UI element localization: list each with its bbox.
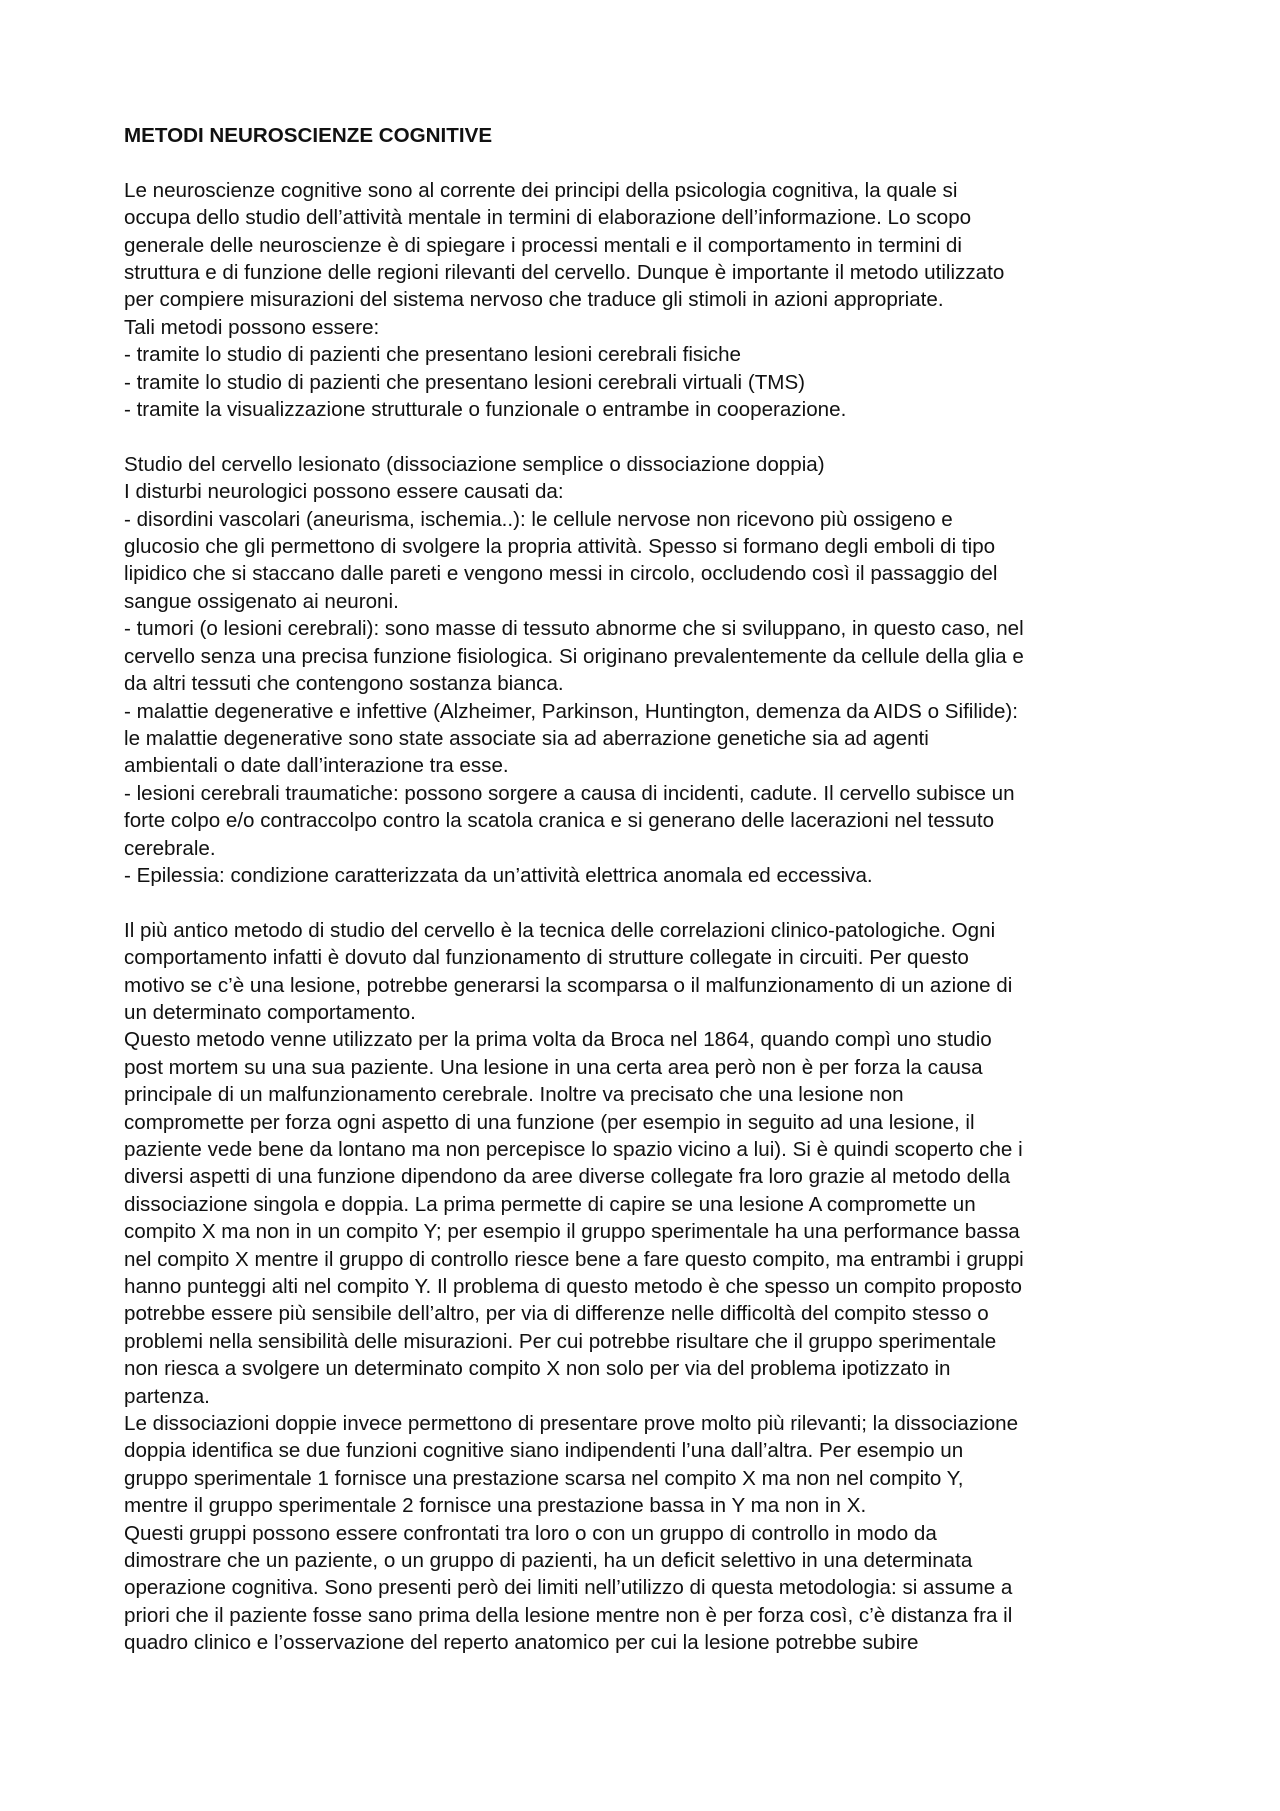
text-line: paziente vede bene da lontano ma non percepisce lo spazio vicino a lui). Si è quindi scoperto che i [124,1137,1023,1161]
text-line: - tramite lo studio di pazienti che presentano lesioni cerebrali virtuali (TMS) [124,370,806,394]
text-line: motivo se c’è una lesione, potrebbe generarsi la scomparsa o il malfunzionamento di un azione di [124,973,1013,997]
text-line: - tramite la visualizzazione strutturale o funzionale o entrambe in cooperazione. [124,398,847,422]
text-line: ambientali o date dall’interazione tra esse. [124,754,509,778]
text-line: Le neuroscienze cognitive sono al corrente dei principi della psicologia cognitiva, la quale si [124,178,958,202]
text-line: Studio del cervello lesionato (dissociazione semplice o dissociazione doppia) [124,452,825,476]
document-title: METODI NEUROSCIENZE COGNITIVE [124,124,493,147]
text-line: priori che il paziente fosse sano prima della lesione mentre non è per forza così, c’è distanza fra il [124,1603,1013,1627]
text-line: cerebrale. [124,836,216,860]
text-line: sangue ossigenato ai neuroni. [124,589,399,613]
text-line: I disturbi neurologici possono essere causati da: [124,480,564,504]
text-line: doppia identifica se due funzioni cognitive siano indipendenti l’una dall’altra. Per esempio un [124,1439,964,1463]
text-line: post mortem su una sua paziente. Una lesione in una certa area però non è per forza la causa [124,1055,983,1079]
text-line: - lesioni cerebrali traumatiche: possono sorgere a causa di incidenti, cadute. Il cervello subisce un [124,781,1015,805]
text-line: Il più antico metodo di studio del cervello è la tecnica delle correlazioni clinico-patologiche. Ogni [124,918,996,942]
text-line: diversi aspetti di una funzione dipendono da aree diverse collegate fra loro grazie al metodo della [124,1165,1011,1189]
text-line: non riesca a svolgere un determinato compito X non solo per via del problema ipotizzato in [124,1357,951,1381]
text-line: le malattie degenerative sono state associate sia ad aberrazione genetiche sia ad agenti [124,726,929,750]
text-line: generale delle neuroscienze è di spiegare i processi mentali e il comportamento in termini di [124,233,962,257]
text-line: - Epilessia: condizione caratterizzata da un’attività elettrica anomala ed eccessiva. [124,863,873,887]
text-line: compromette per forza ogni aspetto di una funzione (per esempio in seguito ad una lesione, il [124,1110,975,1134]
text-line: potrebbe essere più sensibile dell’altro, per via di differenze nelle difficoltà del compito stesso o [124,1302,989,1326]
blank-line [124,149,1184,176]
text-line: comportamento infatti è dovuto dal funzionamento di strutture collegate in circuiti. Per questo [124,946,969,970]
text-line: da altri tessuti che contengono sostanza bianca. [124,672,564,696]
text-line: per compiere misurazioni del sistema nervoso che traduce gli stimoli in azioni appropriate. [124,288,944,312]
text-line: hanno punteggi alti nel compito Y. Il problema di questo metodo è che spesso un compito proposto [124,1275,1022,1299]
text-line: Questo metodo venne utilizzato per la prima volta da Broca nel 1864, quando compì uno studio [124,1028,992,1052]
text-line: un determinato comportamento. [124,1000,416,1024]
text-line: - tumori (o lesioni cerebrali): sono masse di tessuto abnorme che si sviluppano, in questo caso, nel [124,617,1024,641]
blank-line [124,889,1184,916]
text-line: partenza. [124,1384,210,1408]
text-line: - malattie degenerative e infettive (Alzheimer, Parkinson, Huntington, demenza da AIDS o Sifilide): [124,699,1019,723]
text-line: glucosio che gli permettono di svolgere la propria attività. Spesso si formano degli emboli di tipo [124,535,996,559]
text-line: struttura e di funzione delle regioni rilevanti del cervello. Dunque è importante il metodo utilizzato [124,261,1005,285]
text-line: principale di un malfunzionamento cerebrale. Inoltre va precisato che una lesione non [124,1083,904,1107]
text-line: quadro clinico e l’osservazione del reperto anatomico per cui la lesione potrebbe subire [124,1631,919,1655]
text-line: cervello senza una precisa funzione fisiologica. Si originano prevalentemente da cellule della glia e [124,644,1024,668]
text-line: compito X ma non in un compito Y; per esempio il gruppo sperimentale ha una performance bassa [124,1220,1020,1244]
text-line: forte colpo e/o contraccolpo contro la scatola cranica e si generano delle lacerazioni nel tessuto [124,809,995,833]
text-line: - disordini vascolari (aneurisma, ischemia..): le cellule nervose non ricevono più ossigeno e [124,507,953,531]
text-line: dimostrare che un paziente, o un gruppo di pazienti, ha un deficit selettivo in una determinata [124,1549,973,1573]
text-line: gruppo sperimentale 1 fornisce una prestazione scarsa nel compito X ma non nel compito Y, [124,1466,964,1490]
document-page [124,122,1184,1657]
document-body [124,149,1184,1656]
text-line: lipidico che si staccano dalle pareti e vengono messi in circolo, occludendo così il passaggio del [124,562,998,586]
text-line: occupa dello studio dell’attività mentale in termini di elaborazione dell’informazione. Lo scopo [124,206,972,230]
text-line: nel compito X mentre il gruppo di controllo riesce bene a fare questo compito, ma entrambi i gruppi [124,1247,1024,1271]
text-line: dissociazione singola e doppia. La prima permette di capire se una lesione A compromette un [124,1192,976,1216]
text-line: Questi gruppi possono essere confrontati tra loro o con un gruppo di controllo in modo da [124,1521,937,1545]
text-line: operazione cognitiva. Sono presenti però dei limiti nell’utilizzo di questa metodologia: si assume a [124,1576,1013,1600]
blank-line [124,423,1184,450]
text-line: Le dissociazioni doppie invece permettono di presentare prove molto più rilevanti; la dissociazione [124,1412,1019,1436]
text-line: mentre il gruppo sperimentale 2 fornisce una prestazione bassa in Y ma non in X. [124,1494,867,1518]
text-line: Tali metodi possono essere: [124,315,380,339]
text-line: problemi nella sensibilità delle misurazioni. Per cui potrebbe risultare che il gruppo sperimentale [124,1329,997,1353]
text-line: - tramite lo studio di pazienti che presentano lesioni cerebrali fisiche [124,343,741,367]
